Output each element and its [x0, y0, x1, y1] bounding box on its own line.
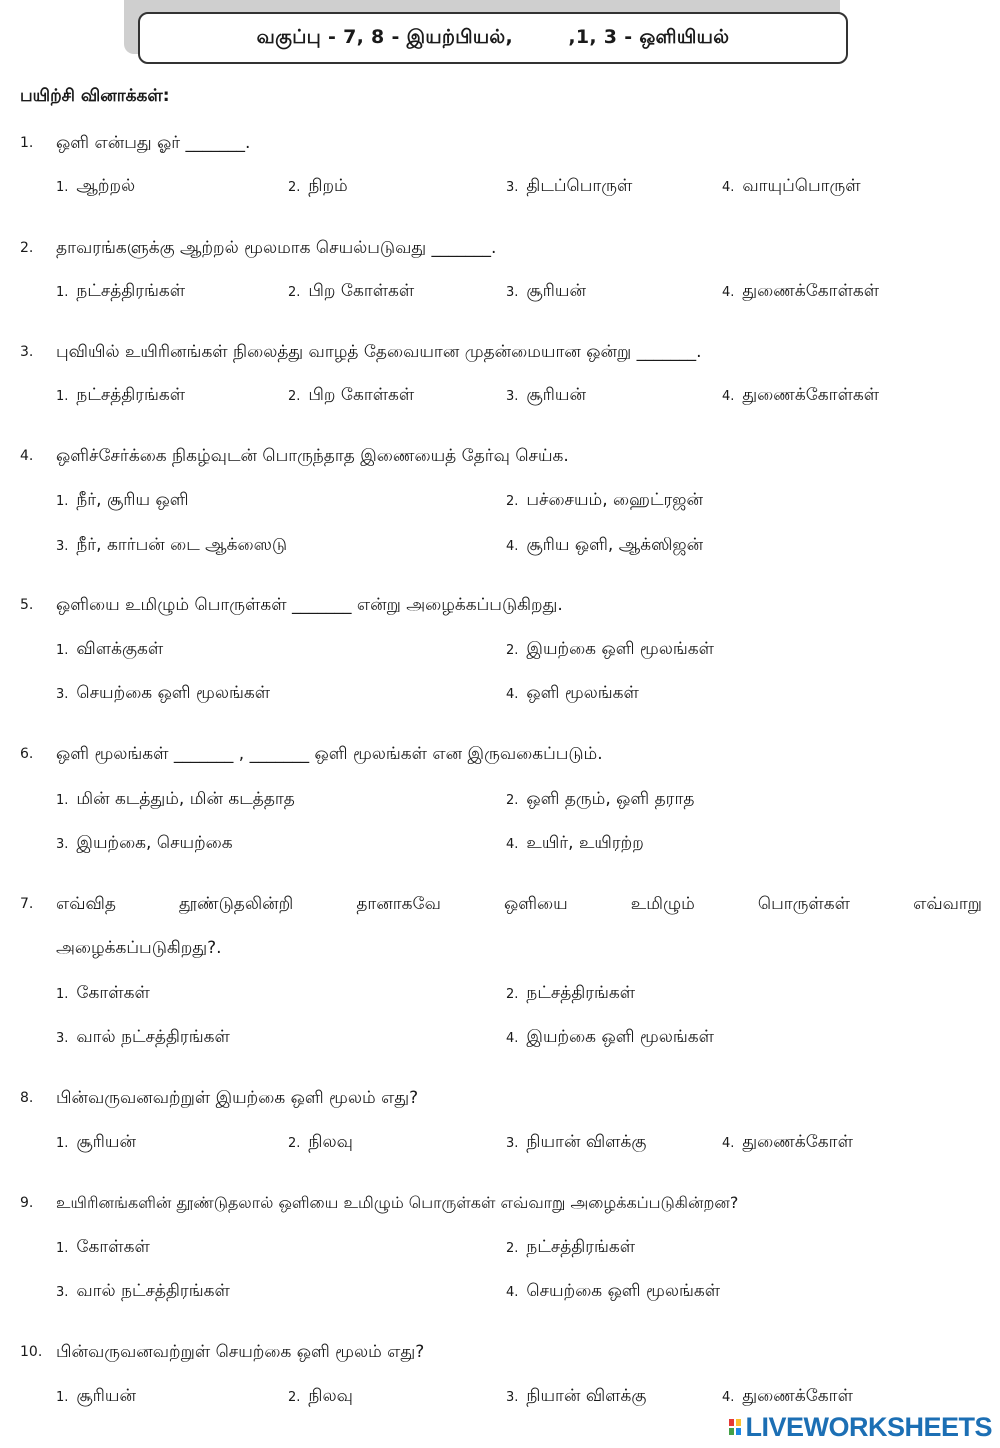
option-5-4[interactable]: 4. ஒளி மூலங்கள்	[506, 683, 639, 703]
option-8-1[interactable]: 1. சூரியன்	[56, 1132, 136, 1152]
option-2-3[interactable]: 3. சூரியன்	[506, 281, 586, 301]
question-number: 6.	[20, 746, 34, 762]
option-7-1[interactable]: 1. கோள்கள்	[56, 983, 150, 1003]
question-text: எவ்வித தூண்டுதலின்றி தானாகவே ஒளியை உமிழும் பொருள்கள் எவ்வாறு	[56, 894, 982, 914]
option-8-2[interactable]: 2. நிலவு	[288, 1132, 353, 1152]
option-1-1[interactable]: 1. ஆற்றல்	[56, 176, 136, 196]
option-6-4[interactable]: 4. உயிர், உயிரற்ற	[506, 833, 644, 853]
liveworksheets-logo[interactable]	[729, 1410, 992, 1444]
option-1-3[interactable]: 3. திடப்பொருள்	[506, 176, 633, 196]
option-3-3[interactable]: 3. சூரியன்	[506, 385, 586, 405]
question-number: 3.	[20, 344, 34, 360]
option-4-3[interactable]: 3. நீர், கார்பன் டை ஆக்ஸைடு	[56, 535, 288, 555]
question-5	[0, 590, 1000, 620]
question-6	[0, 739, 1000, 769]
option-4-1[interactable]: 1. நீர், சூரிய ஒளி	[56, 490, 189, 510]
option-9-3[interactable]: 3. வால் நட்சத்திரங்கள்	[56, 1281, 230, 1301]
option-10-2[interactable]: 2. நிலவு	[288, 1386, 353, 1406]
option-2-2[interactable]: 2. பிற கோள்கள்	[288, 281, 415, 301]
option-6-3[interactable]: 3. இயற்கை, செயற்கை	[56, 833, 233, 853]
section-label: பயிற்சி வினாக்கள்:	[20, 86, 170, 106]
question-8	[0, 1083, 1000, 1113]
option-10-1[interactable]: 1. சூரியன்	[56, 1386, 136, 1406]
question-1	[0, 128, 1000, 158]
option-7-2[interactable]: 2. நட்சத்திரங்கள்	[506, 983, 636, 1003]
option-5-2[interactable]: 2. இயற்கை ஒளி மூலங்கள்	[506, 639, 714, 659]
question-10	[0, 1337, 1000, 1367]
option-4-2[interactable]: 2. பச்சையம், ஹைட்ரஜன்	[506, 490, 703, 510]
option-5-3[interactable]: 3. செயற்கை ஒளி மூலங்கள்	[56, 683, 271, 703]
question-number: 9.	[20, 1195, 34, 1211]
question-number: 10.	[20, 1344, 43, 1360]
option-5-1[interactable]: 1. விளக்குகள்	[56, 639, 164, 659]
question-7-continued	[0, 933, 1000, 963]
option-3-4[interactable]: 4. துணைக்கோள்கள்	[722, 385, 880, 405]
question-number: 4.	[20, 448, 34, 464]
liveworksheets-wordmark: LIVEWORKSHEETS	[745, 1411, 992, 1442]
question-number: 5.	[20, 597, 34, 613]
option-7-4[interactable]: 4. இயற்கை ஒளி மூலங்கள்	[506, 1027, 714, 1047]
option-8-3[interactable]: 3. நியான் விளக்கு	[506, 1132, 647, 1152]
option-4-4[interactable]: 4. சூரிய ஒளி, ஆக்ஸிஜன்	[506, 535, 704, 555]
liveworksheets-icon	[729, 1419, 741, 1435]
question-4	[0, 441, 1000, 471]
question-number: 1.	[20, 135, 34, 151]
question-number: 8.	[20, 1090, 34, 1106]
option-10-3[interactable]: 3. நியான் விளக்கு	[506, 1386, 647, 1406]
question-text: புவியில் உயிரினங்கள் நிலைத்து வாழத் தேவையான முதன்மையான ஒன்று _______.	[56, 342, 702, 362]
option-6-2[interactable]: 2. ஒளி தரும், ஒளி தராத	[506, 789, 695, 809]
option-9-4[interactable]: 4. செயற்கை ஒளி மூலங்கள்	[506, 1281, 721, 1301]
option-1-2[interactable]: 2. நிறம்	[288, 176, 348, 196]
header-box	[138, 12, 848, 64]
question-text: அழைக்கப்படுகிறது?.	[56, 938, 222, 958]
option-2-1[interactable]: 1. நட்சத்திரங்கள்	[56, 281, 186, 301]
option-9-1[interactable]: 1. கோள்கள்	[56, 1237, 150, 1257]
question-7	[0, 889, 1000, 919]
option-7-3[interactable]: 3. வால் நட்சத்திரங்கள்	[56, 1027, 230, 1047]
question-text: ஒளியை உமிழும் பொருள்கள் _______ என்று அழைக்கப்படுகிறது.	[56, 595, 563, 615]
question-text: உயிரினங்களின் தூண்டுதலால் ஒளியை உமிழும் பொருள்கள் எவ்வாறு அழைக்கப்படுகின்றன?	[56, 1193, 739, 1212]
option-3-2[interactable]: 2. பிற கோள்கள்	[288, 385, 415, 405]
option-6-1[interactable]: 1. மின் கடத்தும், மின் கடத்தாத	[56, 789, 295, 809]
question-text: ஒளி மூலங்கள் _______ , _______ ஒளி மூலங்கள் என இருவகைப்படும்.	[56, 744, 603, 764]
question-2	[0, 233, 1000, 263]
page-title: வகுப்பு - 7, 8 - இயற்பியல், ,1, 3 - ஒளியியல்	[256, 25, 730, 48]
question-3	[0, 337, 1000, 367]
question-text: பின்வருவனவற்றுள் இயற்கை ஒளி மூலம் எது?	[56, 1088, 419, 1108]
option-1-4[interactable]: 4. வாயுப்பொருள்	[722, 176, 861, 196]
question-text: பின்வருவனவற்றுள் செயற்கை ஒளி மூலம் எது?	[56, 1342, 425, 1362]
question-text: தாவரங்களுக்கு ஆற்றல் மூலமாக செயல்படுவது _______.	[56, 238, 497, 258]
question-number: 2.	[20, 240, 34, 256]
option-8-4[interactable]: 4. துணைக்கோள்	[722, 1132, 853, 1152]
option-10-4[interactable]: 4. துணைக்கோள்	[722, 1386, 853, 1406]
question-text: ஒளிச்சேர்க்கை நிகழ்வுடன் பொருந்தாத இணையைத் தேர்வு செய்க.	[56, 446, 569, 466]
question-text: ஒளி என்பது ஓர் _______.	[56, 133, 251, 153]
question-9	[0, 1188, 1000, 1218]
option-9-2[interactable]: 2. நட்சத்திரங்கள்	[506, 1237, 636, 1257]
option-2-4[interactable]: 4. துணைக்கோள்கள்	[722, 281, 880, 301]
option-3-1[interactable]: 1. நட்சத்திரங்கள்	[56, 385, 186, 405]
question-number: 7.	[20, 896, 34, 912]
